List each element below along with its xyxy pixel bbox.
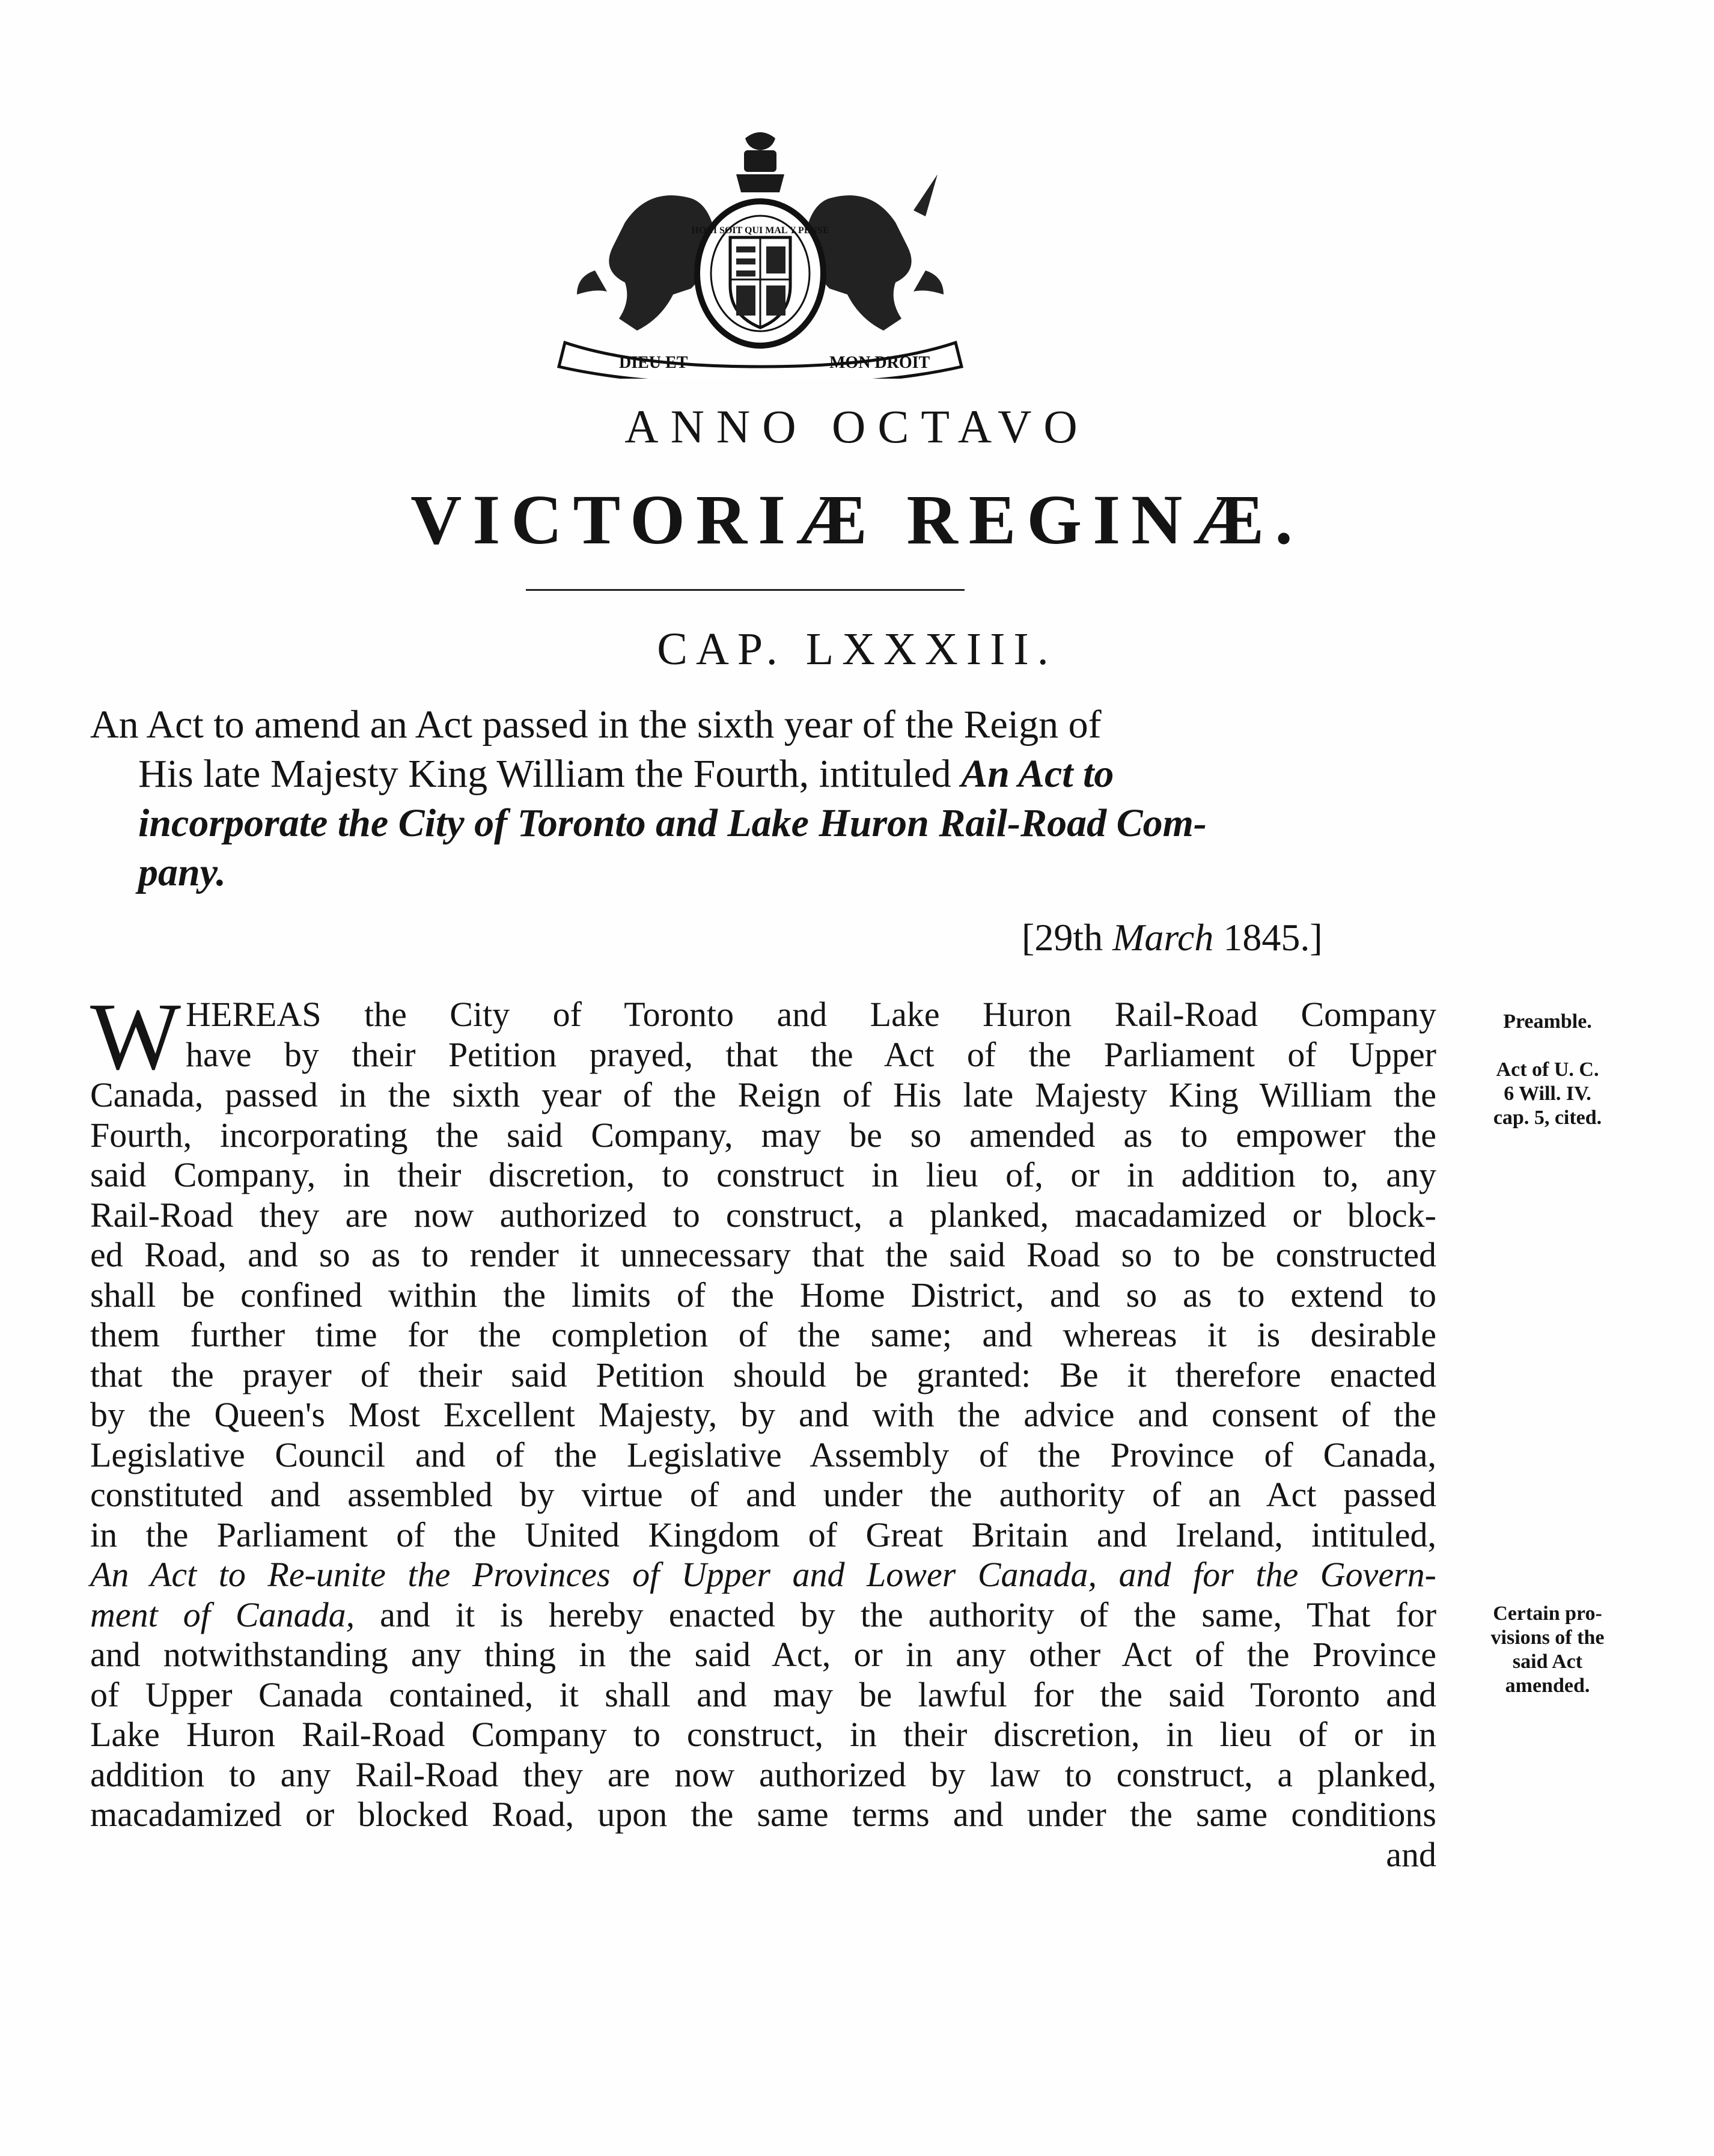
body-line: Canada, passed in the sixth year of the Reign of His late Majesty King William the [90,1075,1436,1114]
body-line: Rail-Road they are now authorized to construct, a planked, macadamized or block- [90,1195,1436,1235]
margin-note-line: Certain pro- [1493,1602,1602,1625]
act-body-text [90,983,1437,1875]
margin-note-line: cap. 5, cited. [1493,1107,1602,1129]
body-line: constituted and assembled by virtue of and under the authority of an Act passed [90,1475,1436,1514]
body-italic-text: ment of Canada, [90,1595,355,1634]
catchword: and [1386,1834,1436,1874]
body-line: addition to any Rail-Road they are now authorized by law to construct, a planked, [90,1754,1436,1794]
margin-note-line: 6 Will. IV. [1504,1083,1591,1105]
crest-motto-left: DIEU ET [619,353,688,372]
title-line-4: pany. [138,850,227,894]
body-line [90,1595,1436,1635]
drop-cap: W [90,983,181,1090]
title-line-2: His late Majesty King William the Fourth, intituled [138,752,951,796]
margin-note-amended [1466,1602,1629,1698]
chapter-heading: CAP. LXXXIII. [657,624,1057,674]
margin-note-line: amended. [1505,1675,1590,1697]
margin-note-line: visions of the [1490,1626,1605,1649]
body-line: shall be confined within the limits of the Home District, and so as to extend to [90,1275,1436,1315]
margin-note-line: said Act [1512,1651,1583,1673]
act-title [90,700,1442,897]
margin-note-act-cited [1466,1058,1629,1130]
regnal-year-heading: ANNO OCTAVO [624,400,1090,453]
body-line: them further time for the completion of the same; and whereas it is desirable [90,1315,1436,1354]
body-line: have by their Petition prayed, that the Act of the Parliament of Upper [186,1034,1436,1074]
date-month: March [1112,916,1214,959]
body-line: HEREAS the City of Toronto and Lake Huron Rail-Road Company [186,995,1436,1034]
body-italic-text: An Act to Re-unite the Provinces of Upper and Lower Canada, and for the Govern- [90,1555,1436,1594]
body-line: Lake Huron Rail-Road Company to construct, in their discretion, in lieu of or in [90,1715,1436,1754]
body-line: macadamized or blocked Road, upon the same terms and under the same conditions [90,1795,1436,1834]
margin-note-line: Act of U. C. [1496,1058,1599,1081]
body-line: of Upper Canada contained, it shall and may be lawful for the said Toronto and [90,1675,1436,1714]
body-line: by the Queen's Most Excellent Majesty, by and with the advice and consent of the [90,1395,1436,1434]
body-line: that the prayer of their said Petition should be granted: Be it therefore enacted [90,1355,1436,1394]
margin-note-preamble: Preamble. [1503,1010,1592,1033]
body-line: in the Parliament of the United Kingdom of Great Britain and Ireland, intituled, [90,1515,1436,1554]
body-text: and it is hereby enacted by the authority of the same, That for [380,1595,1437,1634]
heading-divider [526,589,965,591]
title-line-1: An Act to amend an Act passed in the sixth year of the Reign of [90,703,1102,747]
date-year: 1845.] [1223,916,1323,959]
body-line: said Company, in their discretion, to construct in lieu of, or in addition to, any [90,1155,1436,1194]
body-line: ed Road, and so as to render it unnecessary that the said Road so to be constructed [90,1235,1436,1274]
body-line: Fourth, incorporating the said Company, may be so amended as to empower the [90,1115,1436,1155]
assent-date [1022,914,1323,962]
body-line-italic [90,1555,1436,1595]
date-day: [29th [1022,916,1103,959]
body-line: and notwithstanding any thing in the said Act, or in any other Act of the Province [90,1635,1436,1674]
regnal-name-heading: VICTORIÆ REGINÆ. [410,480,1304,559]
crest-motto-right: MON DROIT [829,353,930,372]
body-line: Legislative Council and of the Legislative Assembly of the Province of Canada, [90,1435,1436,1474]
title-line-2-italic: An Act to [961,752,1114,796]
royal-coat-of-arms [553,126,968,379]
title-line-3: incorporate the City of Toronto and Lake Huron Rail-Road Com- [138,801,1207,845]
crest-garter-motto: HONI SOIT QUI MAL Y PENSE [691,225,829,236]
